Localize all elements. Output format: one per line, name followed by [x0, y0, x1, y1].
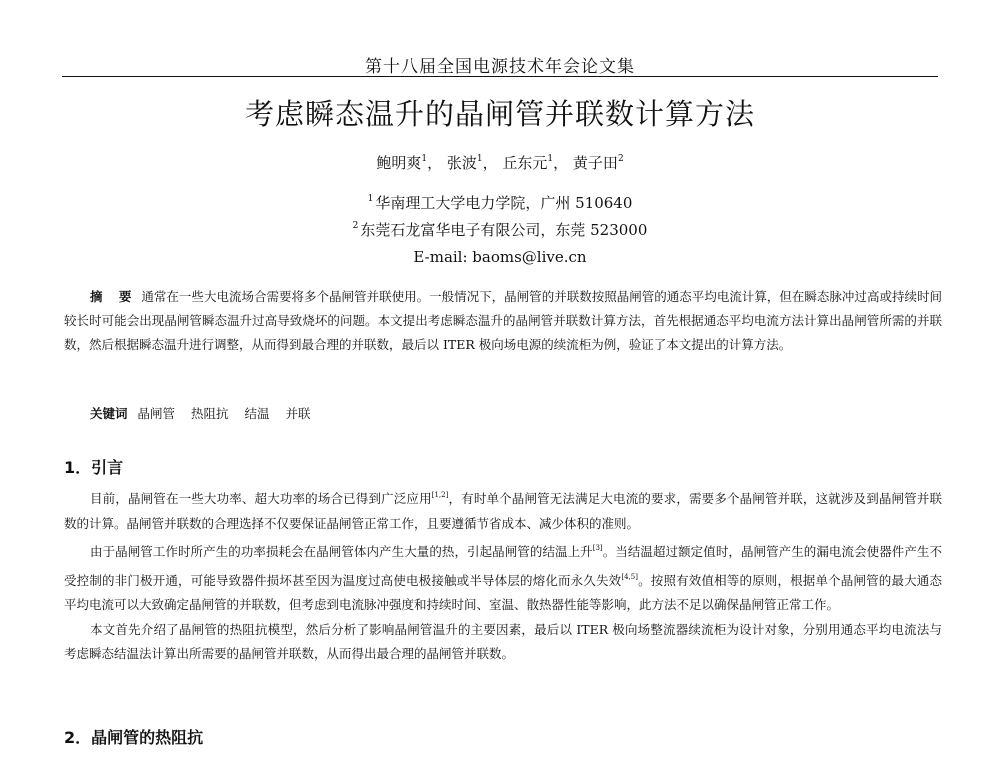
paragraph: [64, 483, 942, 536]
author-affil-mark: 1: [547, 154, 554, 164]
author-name: 鲍明爽: [376, 154, 422, 172]
author-name: 黄子田: [572, 154, 618, 172]
paper-title: 考虑瞬态温升的晶闸管并联数计算方法: [244, 97, 755, 131]
paragraph-text: 。按照有效值相等的原则，根据单个晶闸管的最大通态平均电流可以大致确定晶闸管的并联数，但考虑到电流脉冲强度和持续时间、室温、散热器性能等影响，此方法不足以确保晶闸管正常工作。: [64, 572, 942, 612]
keyword: 热阻抗: [191, 406, 229, 421]
contact-email: E-mail: baoms@live.cn: [413, 248, 587, 266]
keyword: 结温: [244, 406, 270, 421]
author-list: 鲍明爽$^1$， 张波$^1$， 丘东元$^1$， 黄子田$^2$: [376, 154, 624, 172]
keywords: [90, 404, 323, 422]
paragraph: [64, 618, 942, 667]
keyword: 并联: [285, 406, 311, 421]
affiliation-mark: 1: [367, 194, 374, 204]
author-name: 张波: [446, 154, 477, 172]
paragraph-text: ，有时单个晶闸管无法满足大电流的要求，需要多个晶闸管并联，这就涉及到晶闸管并联数的计算。晶闸管并联数的合理选择不仅要保证晶闸管正常工作，且要遵循节省成本、减少体积的准则。: [64, 491, 942, 531]
abstract-text: 通常在一些大电流场合需要将多个晶闸管并联使用。一般情况下，晶闸管的并联数按照晶闸管的通态平均电流计算，但在瞬态脉冲过高或持续时间较长时可能会出现晶闸管瞬态温升过高导致烧坏的问题。本文提出考虑瞬态温升的晶闸管并联数计算方法，首先根据通态平均电流方法计算出晶闸管所需的并联数，然后根据瞬态温升进行调整，从而得到最合理的并联数，最后以 ITER 极向场电源的续流柜为例，验证了本文提出的计算方法。: [64, 289, 942, 352]
paragraph: [64, 536, 942, 618]
author-affil-mark: 2: [617, 154, 624, 164]
abstract-label: 摘 要: [90, 289, 138, 304]
citation: [3]: [592, 544, 603, 552]
affiliation-mark: 2: [352, 221, 359, 231]
citation: [1,2]: [431, 491, 449, 499]
paragraph-text: 本文首先介绍了晶闸管的热阻抗模型，然后分析了影响晶闸管温升的主要因素，最后以 ITER 极向场整流器续流柜为设计对象，分别用通态平均电流法与考虑瞬态结温法计算出所需要的晶闸管并联数，从而得出最合理的晶闸管并联数。: [64, 621, 942, 661]
affiliation-1: [0, 192, 1000, 213]
author-name: 丘东元: [502, 154, 548, 172]
author-affil-mark: 1: [421, 154, 428, 164]
keywords-label: 关键词: [90, 406, 128, 421]
paragraph-text: 由于晶闸管工作时所产生的功率损耗会在晶闸管体内产生大量的热，引起晶闸管的结温上升: [90, 544, 593, 559]
author-affil-mark: 1: [476, 154, 483, 164]
paragraph-text: 目前，晶闸管在一些大功率、超大功率的场合已得到广泛应用: [90, 491, 432, 506]
affiliation-text: 东莞石龙富华电子有限公司，东莞 523000: [360, 221, 648, 239]
paragraph-text: 。当结温超过额定值时，晶闸管产生的漏电流会使器件产生不受控制的非门极开通，可能导致器件损坏甚至因为温度过高使电极接触或半导体层的熔化而永久失效: [64, 544, 942, 588]
abstract: [64, 285, 942, 357]
affiliation-2: [0, 219, 1000, 240]
keyword: 晶闸管: [137, 406, 176, 421]
affiliation-text: 华南理工大学电力学院，广州 510640: [375, 194, 633, 212]
citation: [4,5]: [621, 572, 638, 581]
running-head: 第十八届全国电源技术年会论文集: [365, 57, 635, 77]
header-rule: [62, 76, 938, 77]
introduction-body: [64, 483, 942, 667]
section-heading-thermal-impedance: 2．晶闸管的热阻抗: [64, 728, 204, 747]
section-heading-introduction: 1．引言: [64, 458, 124, 477]
